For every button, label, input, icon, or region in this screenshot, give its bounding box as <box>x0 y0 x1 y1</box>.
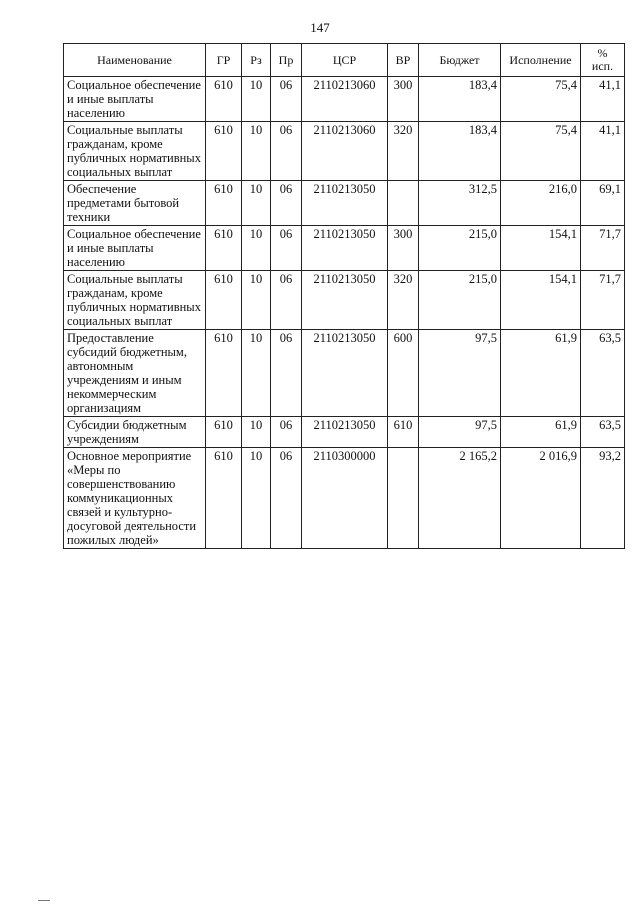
row-pr: 06 <box>271 448 302 549</box>
table-row <box>64 330 625 417</box>
row-gr: 610 <box>206 330 242 417</box>
table-row <box>64 181 625 226</box>
row-pr: 06 <box>271 417 302 448</box>
row-budget: 215,0 <box>419 271 501 330</box>
row-rz: 10 <box>242 448 271 549</box>
header-vr: ВР <box>388 44 419 77</box>
row-vr: 300 <box>388 77 419 122</box>
row-percent: 41,1 <box>581 122 625 181</box>
row-name: Социальные выплаты гражданам, кроме публичных нормативных социальных выплат <box>64 122 206 181</box>
row-rz: 10 <box>242 181 271 226</box>
row-budget: 2 165,2 <box>419 448 501 549</box>
row-vr: 610 <box>388 417 419 448</box>
header-gr: ГР <box>206 44 242 77</box>
row-budget: 215,0 <box>419 226 501 271</box>
row-execution: 216,0 <box>501 181 581 226</box>
header-percent-label: исп. <box>591 59 614 73</box>
row-gr: 610 <box>206 181 242 226</box>
table-row <box>64 77 625 122</box>
row-vr <box>388 448 419 549</box>
row-gr: 610 <box>206 448 242 549</box>
row-name: Социальные выплаты гражданам, кроме публичных нормативных социальных выплат <box>64 271 206 330</box>
row-percent: 63,5 <box>581 330 625 417</box>
row-pr: 06 <box>271 271 302 330</box>
row-vr: 600 <box>388 330 419 417</box>
header-percent <box>581 44 625 77</box>
row-rz: 10 <box>242 330 271 417</box>
row-execution: 75,4 <box>501 77 581 122</box>
header-execution: Исполнение <box>501 44 581 77</box>
row-csr: 2110213050 <box>302 271 388 330</box>
row-name: Предоставление субсидий бюджетным, автономным учреждениям и иным некоммерческим организациям <box>64 330 206 417</box>
row-execution: 2 016,9 <box>501 448 581 549</box>
row-percent: 93,2 <box>581 448 625 549</box>
page-number: 147 <box>310 20 330 35</box>
row-gr: 610 <box>206 226 242 271</box>
row-csr: 2110300000 <box>302 448 388 549</box>
row-execution: 154,1 <box>501 226 581 271</box>
row-budget: 312,5 <box>419 181 501 226</box>
table-row <box>64 417 625 448</box>
budget-execution-table <box>63 43 625 549</box>
row-execution: 61,9 <box>501 330 581 417</box>
row-name: Обеспечение предметами бытовой техники <box>64 181 206 226</box>
row-budget: 97,5 <box>419 330 501 417</box>
row-gr: 610 <box>206 417 242 448</box>
header-percent-symbol: % <box>597 46 608 60</box>
row-pr: 06 <box>271 77 302 122</box>
row-rz: 10 <box>242 226 271 271</box>
row-name: Социальное обеспечение и иные выплаты населению <box>64 226 206 271</box>
row-gr: 610 <box>206 77 242 122</box>
table-row <box>64 226 625 271</box>
row-csr: 2110213060 <box>302 77 388 122</box>
table-row <box>64 448 625 549</box>
row-name: Основное мероприятие «Меры по совершенствованию коммуникационных связей и культурно-досуговой деятельности пожилых людей» <box>64 448 206 549</box>
row-vr: 300 <box>388 226 419 271</box>
row-vr <box>388 181 419 226</box>
row-budget: 183,4 <box>419 122 501 181</box>
row-pr: 06 <box>271 181 302 226</box>
footer-mark <box>38 900 50 901</box>
table-header-row <box>64 44 625 77</box>
row-vr: 320 <box>388 122 419 181</box>
row-rz: 10 <box>242 417 271 448</box>
row-execution: 154,1 <box>501 271 581 330</box>
row-pr: 06 <box>271 226 302 271</box>
row-budget: 97,5 <box>419 417 501 448</box>
row-percent: 63,5 <box>581 417 625 448</box>
row-csr: 2110213050 <box>302 181 388 226</box>
row-csr: 2110213050 <box>302 330 388 417</box>
table-row <box>64 122 625 181</box>
row-rz: 10 <box>242 122 271 181</box>
row-pr: 06 <box>271 122 302 181</box>
row-rz: 10 <box>242 77 271 122</box>
row-execution: 75,4 <box>501 122 581 181</box>
header-budget: Бюджет <box>419 44 501 77</box>
row-execution: 61,9 <box>501 417 581 448</box>
row-csr: 2110213050 <box>302 226 388 271</box>
row-percent: 41,1 <box>581 77 625 122</box>
row-percent: 69,1 <box>581 181 625 226</box>
row-name: Субсидии бюджетным учреждениям <box>64 417 206 448</box>
row-rz: 10 <box>242 271 271 330</box>
row-budget: 183,4 <box>419 77 501 122</box>
row-gr: 610 <box>206 122 242 181</box>
row-percent: 71,7 <box>581 271 625 330</box>
row-pr: 06 <box>271 330 302 417</box>
header-rz: Рз <box>242 44 271 77</box>
row-csr: 2110213060 <box>302 122 388 181</box>
row-percent: 71,7 <box>581 226 625 271</box>
row-name: Социальное обеспечение и иные выплаты населению <box>64 77 206 122</box>
row-vr: 320 <box>388 271 419 330</box>
header-csr: ЦСР <box>302 44 388 77</box>
table-row <box>64 271 625 330</box>
row-gr: 610 <box>206 271 242 330</box>
row-csr: 2110213050 <box>302 417 388 448</box>
header-name: Наименование <box>64 44 206 77</box>
header-pr: Пр <box>271 44 302 77</box>
